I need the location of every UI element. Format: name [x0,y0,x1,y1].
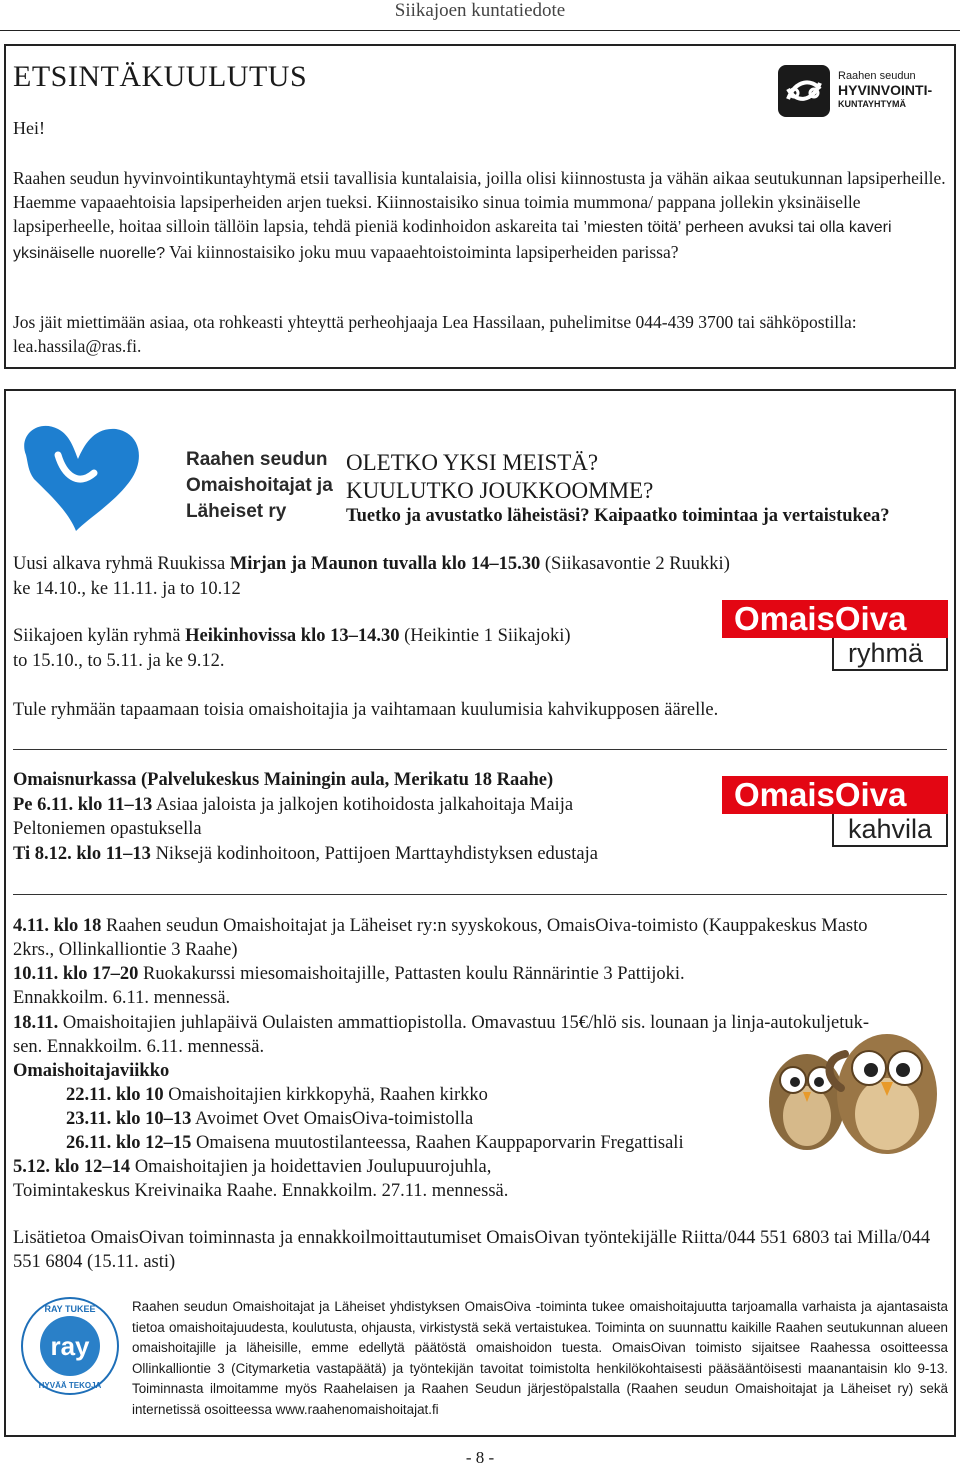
omaisoiva-sub-kahvila: kahvila [832,814,948,847]
heart-logo-icon [18,415,148,535]
group-ruukki [13,552,730,576]
omaisoiva-kahvila-logo [722,776,948,847]
group-invite: Tule ryhmään tapaamaan toisia omaishoitajia ja vaihtamaan kuulumisia kahvikupposen äärelle. [13,700,719,720]
search-notice-paragraph-2: Jos jäit miettimään asiaa, ota rohkeasti yhteyttä perheohjaaja Lea Hassilaan, puhelimitse 044-439 3700 tai sähköpostilla: lea.hassila@ras.fi. [13,312,857,356]
knot-icon [778,65,830,117]
event-ruokakurssi [13,962,685,986]
event-juhlapaiva-cont: sen. Ennakkoilm. 6.11. mennessä. [13,1037,265,1057]
group-ruukki-place: Mirjan ja Maunon tuvalla klo 14–15.30 [229,554,541,574]
section-divider-2 [13,894,947,895]
p1-part-b: ’miesten töitä’ perheen avuksi tai olla kaveri yksinäiselle nuorelle? [13,219,892,262]
week-event-2 [66,1107,473,1131]
group-ruukki-dates: ke 14.10., ke 11.11. ja to 10.12 [13,579,241,599]
week-event-3-text: Omaisena muutostilanteessa, Raahen Kauppaporvarin Fregattisali [191,1133,684,1153]
group-siikajoki-dates: to 15.10., to 5.11. ja ke 9.12. [13,651,225,671]
org-line-1: Raahen seudun [186,449,328,470]
p1-part-a: Raahen seudun hyvinvointikuntayhtymä etsii tavallisia kuntalaisia, joilla olisi kiinnostusta ja vähän aikaa seutukunnan lapsiperheille. Haemme vapaaehtoisia lapsiperheiden arjen tueksi. Kiinnostaisiko sinua toimia mummona/ pappana jollekin yksinäiselle lapsiperheelle, hoitaa silloin tällöin lapsia, tehdä pieniä kodinhoidon askareita tai [13,168,946,236]
headline-question-2: KUULUTKO JOUKKOOMME? [346,478,654,503]
week-event-3 [66,1131,684,1155]
logo-line-1: Raahen seudun [838,70,916,82]
event-syyskokous-date: 4.11. klo 18 [13,916,102,936]
event-syyskokous-cont: 2krs., Ollinkalliontie 3 Raahe) [13,940,238,960]
group-siikajoki-place: Heikinhovissa klo 13–14.30 [185,626,400,646]
omaishoitajat-box [4,389,956,1437]
event-ruokakurssi-date: 10.11. klo 17–20 [13,964,139,984]
p1-part-c: Vai kiinnostaisiko joku muu vapaaehtoistoiminta lapsiperheiden parissa? [165,242,679,262]
page-header-title: Siikajoen kuntatiedote [394,0,566,21]
omaisnurkka-event-1-text: Asiaa jaloista ja jalkojen kotihoidosta jalkahoitaja Maija [152,795,574,815]
omaishoitajat-logo-text [186,447,333,525]
omaisnurkka-event-2-date: Ti 8.12. klo 11–13 [13,844,151,864]
ray-brand-text: ray [50,1331,90,1361]
week-event-1 [66,1083,488,1107]
omaishoitajaviikko-title: Omaishoitajaviikko [13,1061,170,1081]
headline-question-1: OLETKO YKSI MEISTÄ? [346,450,599,475]
headline-question-3: Tuetko ja avustatko läheistäsi? Kaipaatko toimintaa ja vertaistukea? [346,506,890,526]
week-event-2-text: Avoimet Ovet OmaisOiva-toimistolla [191,1109,474,1129]
event-joulupuuro-cont: Toimintakeskus Kreivinaika Raahe. Ennakkoilm. 27.11. mennessä. [13,1181,509,1201]
hyvinvointikuntayhtyma-logo-text [838,70,932,110]
week-event-1-date: 22.11. klo 10 [66,1085,164,1105]
omaisoiva-brand: OmaisOiva [722,600,948,638]
omaisoiva-brand-2: OmaisOiva [722,776,948,814]
week-event-1-text: Omaishoitajien kirkkopyhä, Raahen kirkko [163,1085,488,1105]
ray-logo-icon [20,1296,120,1396]
week-event-2-date: 23.11. klo 10–13 [66,1109,192,1129]
search-notice-title: ETSINTÄKUULUTUS [13,60,308,93]
section-divider-1 [13,749,947,750]
event-joulupuuro-text: Omaishoitajien ja hoidettavien Joulupuurojuhla, [130,1157,492,1177]
logo-line-2: HYVINVOINTI- [838,82,933,98]
ray-description: Raahen seudun Omaishoitajat ja Läheiset yhdistyksen OmaisOiva -toiminta tukee omaishoitajuutta tarjoamalla varhaista ja ajantasaista tietoa omaishoitajuudesta, koulutusta, ohjausta, virkistystä sekä vertaistukea. Toiminta on suunnattu kaikille Raahen seutukunnan alueen omaishoitajille ja läheisille, emme edellytä päätöstä omaishoidon tuesta. OmaisOivan toimisto sijaitsee Raahessa osoitteessa Ollinkalliontie 3 (Citymarketia vastapäätä) ja työntekijän tavoitat toimistolta henkilökohtaisesti pääsääntöisesti maanantaisin klo 9-13. Toiminnasta ilmoitamme myös Raahelaisen ja Raahen Seudun järjestöpalstalla (Raahen seudun Omaishoitajat ja Läheiset ry) sekä internetissä osoitteessa www.raahenomaishoitajat.fi [132,1299,948,1417]
ray-bottom-text: HYVÄÄ TEKOJA [38,1381,102,1390]
omaisoiva-ryhma-logo [722,600,948,671]
contact-info: Lisätietoa OmaisOivan toiminnasta ja ennakkoilmoittautumiset OmaisOivan työntekijälle Riitta/044 551 6803 tai Milla/044 551 6804 (15.11. asti) [13,1228,931,1272]
logo-line-3: KUNTAYHTYMÄ [838,99,907,109]
group-siikajoki-intro: Siikajoen kylän ryhmä [13,626,186,646]
group-siikajoki [13,624,571,648]
omaisnurkka-title: Omaisnurkassa (Palvelukeskus Mainingin aula, Merikatu 18 Raahe) [13,770,554,790]
page-number: - 8 - [465,1448,495,1467]
event-syyskokous [13,914,949,938]
event-ruokakurssi-text: Ruokakurssi miesomaishoitajille, Pattasten koulu Rännärintie 3 Pattijoki. [138,964,685,984]
week-event-3-date: 26.11. klo 12–15 [66,1133,192,1153]
owls-illustration-icon [755,1018,947,1158]
event-juhlapaiva-text: Omaishoitajien juhlapäivä Oulaisten ammattiopistolla. Omavastuu 15€/hlö sis. lounaan ja linja-autokuljetuk- [58,1013,869,1033]
org-line-2: Omaishoitajat ja [186,475,333,496]
group-siikajoki-address: (Heikintie 1 Siikajoki) [399,626,571,646]
omaisnurkka-event-1-cont: Peltoniemen opastuksella [13,819,202,839]
omaisoiva-sub-ryhma: ryhmä [832,638,948,671]
omaisnurkka-event-2-text: Niksejä kodinhoitoon, Pattijoen Marttayhdistyksen edustaja [150,844,598,864]
ray-top-text: RAY TUKEE [44,1304,96,1314]
event-ruokakurssi-cont: Ennakkoilm. 6.11. mennessä. [13,988,231,1008]
search-notice-paragraph-1 [13,166,949,266]
event-juhlapaiva-date: 18.11. [13,1013,59,1033]
greeting: Hei! [13,118,45,138]
event-joulupuuro-date: 5.12. klo 12–14 [13,1157,131,1177]
omaisnurkka-event-2 [13,842,598,866]
group-ruukki-intro: Uusi alkava ryhmä Ruukissa [13,554,230,574]
group-ruukki-address: (Siikasavontie 2 Ruukki) [540,554,730,574]
org-line-3: Läheiset ry [186,501,287,522]
header-divider [0,30,960,31]
omaisnurkka-event-1 [13,793,573,817]
event-joulupuuro [13,1155,491,1179]
omaisnurkka-event-1-date: Pe 6.11. klo 11–13 [13,795,153,815]
event-syyskokous-text: Raahen seudun Omaishoitajat ja Läheiset ry:n syyskokous, OmaisOiva-toimisto (Kauppakeskus Masto [101,916,868,936]
